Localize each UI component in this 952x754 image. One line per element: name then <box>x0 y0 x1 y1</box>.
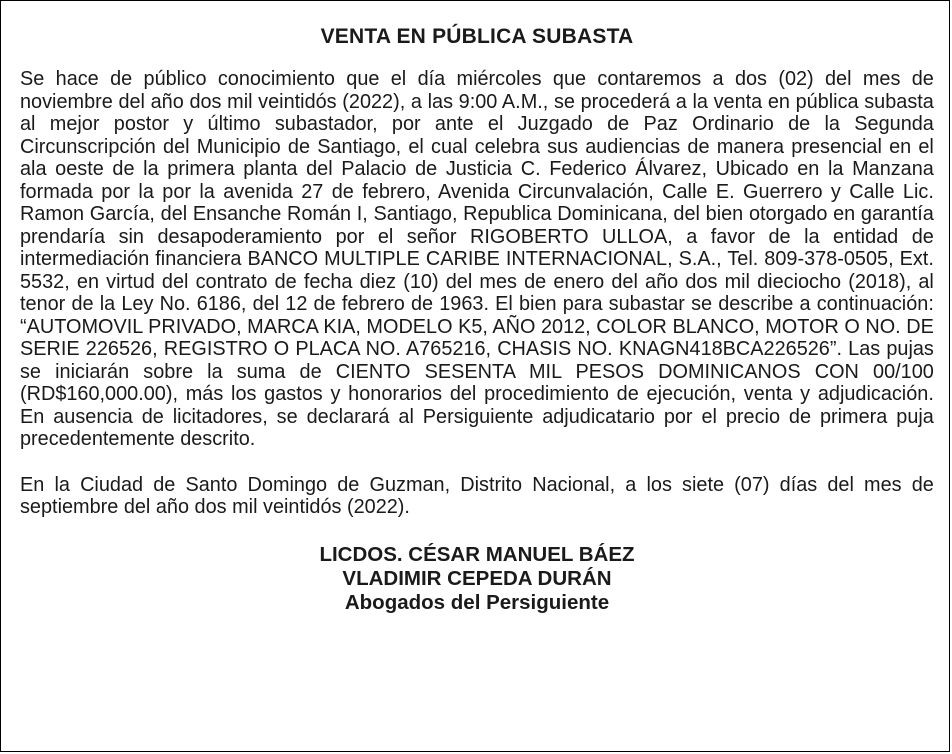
notice-location-date: En la Ciudad de Santo Domingo de Guzman, Distrito Nacional, a los siete (07) días del mes de septiembre del año dos mil veintidós (2022). <box>20 472 934 518</box>
notice-title: VENTA EN PÚBLICA SUBASTA <box>320 25 634 48</box>
notice-content <box>20 23 934 615</box>
signature-block <box>20 543 934 615</box>
notice-body: Se hace de público conocimiento que el día miércoles que contaremos a dos (02) del mes de noviembre del año dos mil veintidós (2022), a las 9:00 A.M., se procederá a la venta en pública subasta al mejor postor y último subastador, por ante el Juzgado de Paz Ordinario de la Segunda Circunscripción del Municipio de Santiago, el cual celebra sus audiencias de manera presencial en el ala oeste de la primera planta del Palacio de Justicia C. Federico Álvarez, Ubicado en la Manzana formada por la por la avenida 27 de febrero, Avenida Circunvalación, Calle E. Guerrero y Calle Lic. Ramon García, del Ensanche Román I, Santiago, Republica Dominicana, del bien otorgado en garantía prendaría sin desapoderamiento por el señor RIGOBERTO ULLOA, a favor de la entidad de intermediación financiera BANCO MULTIPLE CARIBE INTERNACIONAL, S.A., Tel. 809-378-0505, Ext. 5532, en virtud del contrato de fecha diez (10) del mes de enero del año dos mil dieciocho (2018), al tenor de la Ley No. 6186, del 12 de febrero de 1963. El bien para subastar se describe a continuación: “AUTOMOVIL PRIVADO, MARCA KIA, MODELO K5, AÑO 2012, COLOR BLANCO, MOTOR O NO. DE SERIE 226526, REGISTRO O PLACA NO. A765216, CHASIS NO. KNAGN418BCA226526”. Las pujas se iniciarán sobre la suma de CIENTO SESENTA MIL PESOS DOMINICANOS CON 00/100 (RD$160,000.00), más los gastos y honorarios del procedimiento de ejecución, venta y adjudicación. En ausencia de licitadores, se declarará al Persiguiente adjudicatario por el precio de primera puja precedentemente descrito. <box>20 67 934 450</box>
signature-lawyers-line1: LICDOS. CÉSAR MANUEL BÁEZ <box>319 542 635 566</box>
signature-lawyers-line2: VLADIMIR CEPEDA DURÁN <box>342 566 612 590</box>
signature-role: Abogados del Persiguiente <box>344 590 610 614</box>
